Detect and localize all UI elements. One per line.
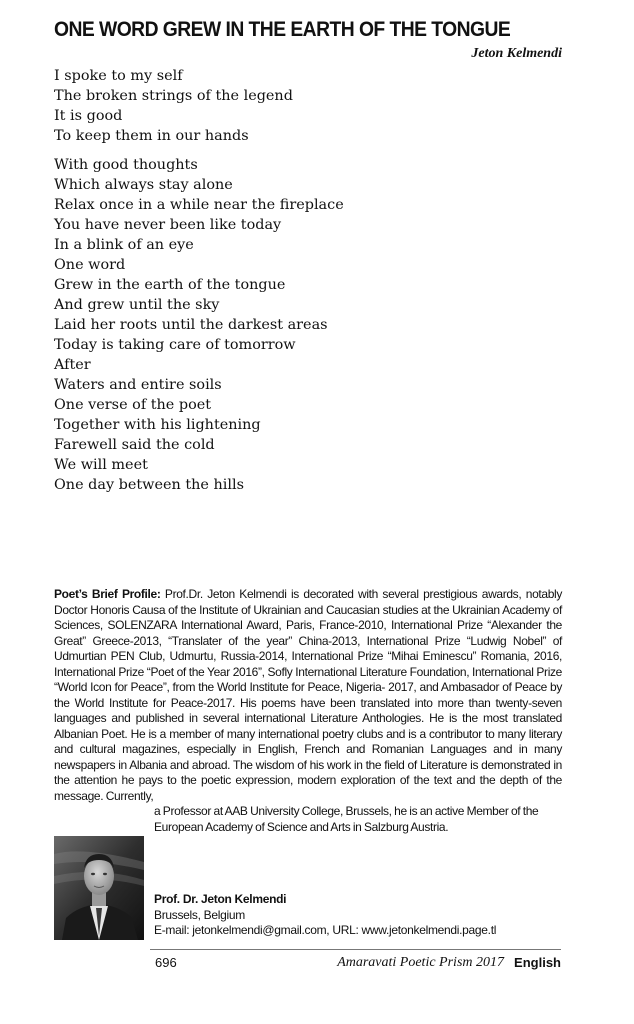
poem-line: Waters and entire soils: [54, 377, 222, 393]
journal-name: Amaravati Poetic Prism 2017: [337, 955, 504, 970]
signature-location: Brussels, Belgium: [154, 907, 245, 922]
poem-line: Farewell said the cold: [54, 437, 215, 453]
poem-line: The broken strings of the legend: [54, 88, 293, 104]
poem-line: You have never been like today: [54, 217, 282, 233]
stanza-1: [54, 66, 554, 146]
stanza-2: [54, 155, 554, 495]
portrait-image: [54, 836, 144, 940]
poem-line: With good thoughts: [54, 157, 198, 173]
poem-title: ONE WORD GREW IN THE EARTH OF THE TONGUE: [54, 18, 511, 41]
poem-line: And grew until the sky: [54, 297, 220, 313]
poem-line: I spoke to my self: [54, 68, 183, 84]
signature-name: Prof. Dr. Jeton Kelmendi: [154, 892, 287, 906]
poem-line: It is good: [54, 108, 123, 124]
poem-line: We will meet: [54, 457, 148, 473]
page-number: 696: [155, 955, 177, 970]
poem-line: Which always stay alone: [54, 177, 233, 193]
poem-body: [54, 66, 554, 495]
poem-line: Relax once in a while near the fireplace: [54, 197, 344, 213]
profile-continuation: a Professor at AAB University College, Brussels, he is an active Member of the European Academy of Science and Arts in Salzburg Austria.: [154, 804, 539, 834]
poet-signature: [154, 892, 496, 939]
footer-divider: [150, 949, 561, 950]
poet-profile: [54, 587, 562, 835]
poem-line: Grew in the earth of the tongue: [54, 277, 286, 293]
poem-author: Jeton Kelmendi: [471, 46, 562, 61]
poem-line: One day between the hills: [54, 477, 244, 493]
poem-line: Together with his lightening: [54, 417, 261, 433]
poem-line: In a blink of an eye: [54, 237, 194, 253]
poem-line: Laid her roots until the darkest areas: [54, 317, 328, 333]
poet-photo: [54, 836, 144, 940]
signature-contact: E-mail: jetonkelmendi@gmail.com, URL: www.jetonkelmendi.page.tl: [154, 923, 497, 937]
profile-label: Poet’s Brief Profile:: [54, 587, 161, 601]
poem-line: Today is taking care of tomorrow: [54, 337, 296, 353]
poem-line: One verse of the poet: [54, 397, 212, 413]
poem-line: After: [54, 357, 91, 373]
poem-line: One word: [54, 257, 126, 273]
profile-text: Prof.Dr. Jeton Kelmendi is decorated with several prestigious awards, notably Doctor Honoris Causa of the Institute of Ukrainian and Caucasian studies at the Ukrainian Academy of Sciences, SOLENZARA International Award, Paris, France-2010, International Prize “Alexander the Great” Greece-2013, “Translater of the year” China-2013, International Prize “Ludwig Nobel” of Udmurtian PEN Club, Udmurtu, Russia-2014, International Prize “Mihai Eminescu” Romania, 2016, International Prize “Poet of the Year 2016”, Sofly International Literature Foundation, International Prize “World Icon for Peace”, from the World Institute for Peace, Nigeria- 2017, and Ambasador of Peace by the World Institute for Peace-2017. His poems have been translated into more than twenty-seven languages and published in several international Literature Anthologies. He is the most translated Albanian Poet. He is a member of many international poetry clubs and is a contributor to many literary and cultural magazines, especially in English, French and Romanian Languages and in many newspapers in Albania and abroad. The wisdom of his work in the field of Literature is demonstrated in the attention he pays to the poetic expression, modern exploration of the text and the depth of the message. Currently,: [54, 587, 562, 803]
poem-line: To keep them in our hands: [54, 128, 249, 144]
section-language: English: [514, 955, 561, 970]
profile-paragraph: [54, 587, 562, 804]
